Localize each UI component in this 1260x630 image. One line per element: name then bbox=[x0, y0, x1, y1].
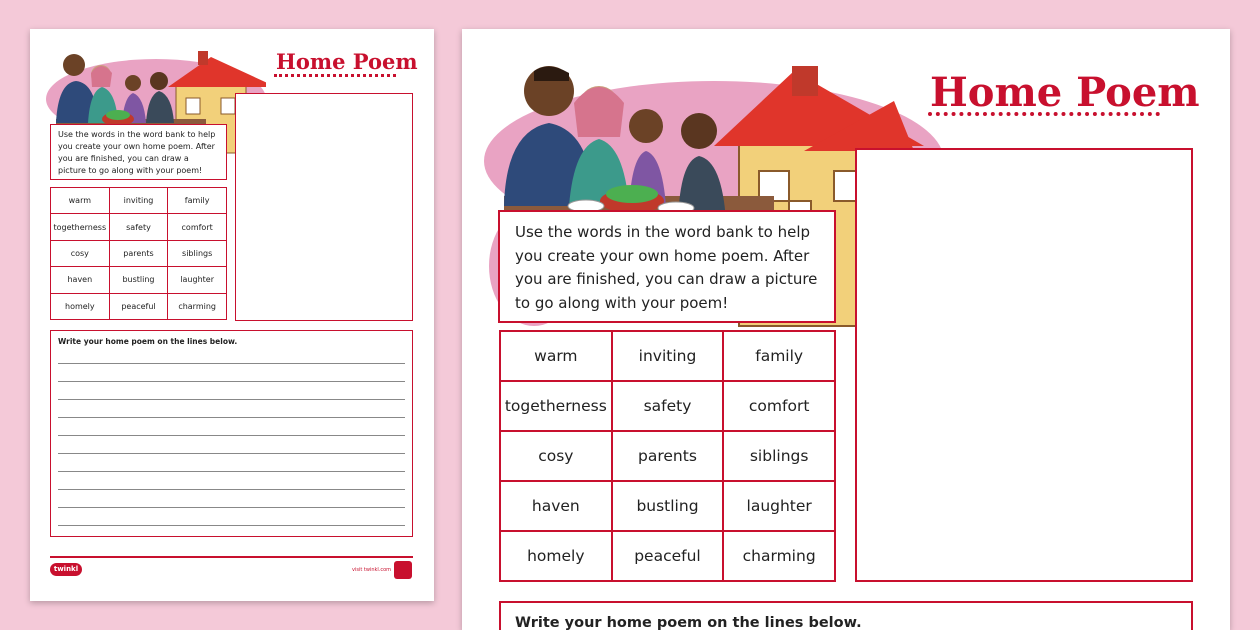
word-bank bbox=[499, 330, 836, 582]
word-row bbox=[500, 381, 835, 431]
word-cell: laughter bbox=[723, 481, 835, 531]
chimney bbox=[792, 66, 818, 96]
write-prompt: Write your home poem on the lines below. bbox=[58, 337, 238, 346]
word-cell: parents bbox=[109, 240, 168, 266]
word-cell: safety bbox=[612, 381, 724, 431]
poem-lines-box bbox=[499, 601, 1193, 630]
small-worksheet-preview bbox=[30, 29, 434, 601]
word-cell: cosy bbox=[51, 240, 110, 266]
word-row bbox=[500, 481, 835, 531]
word-row bbox=[51, 240, 227, 266]
word-bank bbox=[50, 187, 227, 320]
word-cell: togetherness bbox=[500, 381, 612, 431]
writing-line bbox=[58, 399, 405, 400]
word-cell: homely bbox=[51, 293, 110, 319]
word-cell: laughter bbox=[168, 267, 227, 293]
drawing-box bbox=[235, 93, 413, 321]
word-cell: haven bbox=[500, 481, 612, 531]
word-cell: family bbox=[168, 188, 227, 214]
footer-url: visit twinkl.com bbox=[352, 567, 392, 573]
word-row bbox=[51, 267, 227, 293]
word-row bbox=[51, 214, 227, 240]
drawing-box bbox=[855, 148, 1193, 582]
title-underline bbox=[274, 74, 396, 77]
word-cell: comfort bbox=[168, 214, 227, 240]
instructions-box: Use the words in the word bank to help you create your own home poem. After you are finished, you can draw a picture to go along with your poem! bbox=[498, 210, 836, 323]
instructions-box: Use the words in the word bank to help you create your own home poem. After you are finished, you can draw a picture to go along with your poem! bbox=[50, 124, 227, 180]
writing-line bbox=[58, 471, 405, 472]
word-cell: charming bbox=[723, 531, 835, 581]
word-cell: warm bbox=[51, 188, 110, 214]
large-worksheet bbox=[462, 29, 1230, 630]
word-cell: cosy bbox=[500, 431, 612, 481]
word-cell: peaceful bbox=[612, 531, 724, 581]
word-cell: bustling bbox=[612, 481, 724, 531]
poem-lines-box bbox=[50, 330, 413, 537]
word-cell: togetherness bbox=[51, 214, 110, 240]
writing-line bbox=[58, 525, 405, 526]
word-row bbox=[51, 293, 227, 319]
word-cell: haven bbox=[51, 267, 110, 293]
word-cell: warm bbox=[500, 331, 612, 381]
word-cell: comfort bbox=[723, 381, 835, 431]
word-cell: safety bbox=[109, 214, 168, 240]
writing-line bbox=[58, 363, 405, 364]
writing-line bbox=[58, 453, 405, 454]
footer-badge bbox=[394, 561, 412, 579]
word-row bbox=[500, 331, 835, 381]
word-cell: siblings bbox=[168, 240, 227, 266]
word-cell: charming bbox=[168, 293, 227, 319]
writing-line bbox=[58, 417, 405, 418]
word-cell: homely bbox=[500, 531, 612, 581]
word-row bbox=[500, 531, 835, 581]
writing-line bbox=[58, 435, 405, 436]
word-cell: inviting bbox=[109, 188, 168, 214]
word-row bbox=[51, 188, 227, 214]
footer-divider bbox=[50, 556, 413, 558]
writing-line bbox=[58, 381, 405, 382]
word-cell: siblings bbox=[723, 431, 835, 481]
word-cell: bustling bbox=[109, 267, 168, 293]
write-prompt: Write your home poem on the lines below. bbox=[515, 615, 862, 630]
word-cell: family bbox=[723, 331, 835, 381]
page-title: Home Poem bbox=[276, 49, 418, 74]
word-cell: parents bbox=[612, 431, 724, 481]
word-row bbox=[500, 431, 835, 481]
page-title: Home Poem bbox=[930, 69, 1200, 116]
writing-line bbox=[58, 507, 405, 508]
word-cell: inviting bbox=[612, 331, 724, 381]
title-underline bbox=[928, 112, 1160, 116]
chimney bbox=[198, 51, 208, 65]
twinkl-logo: twinkl bbox=[50, 563, 82, 576]
writing-line bbox=[58, 489, 405, 490]
word-cell: peaceful bbox=[109, 293, 168, 319]
